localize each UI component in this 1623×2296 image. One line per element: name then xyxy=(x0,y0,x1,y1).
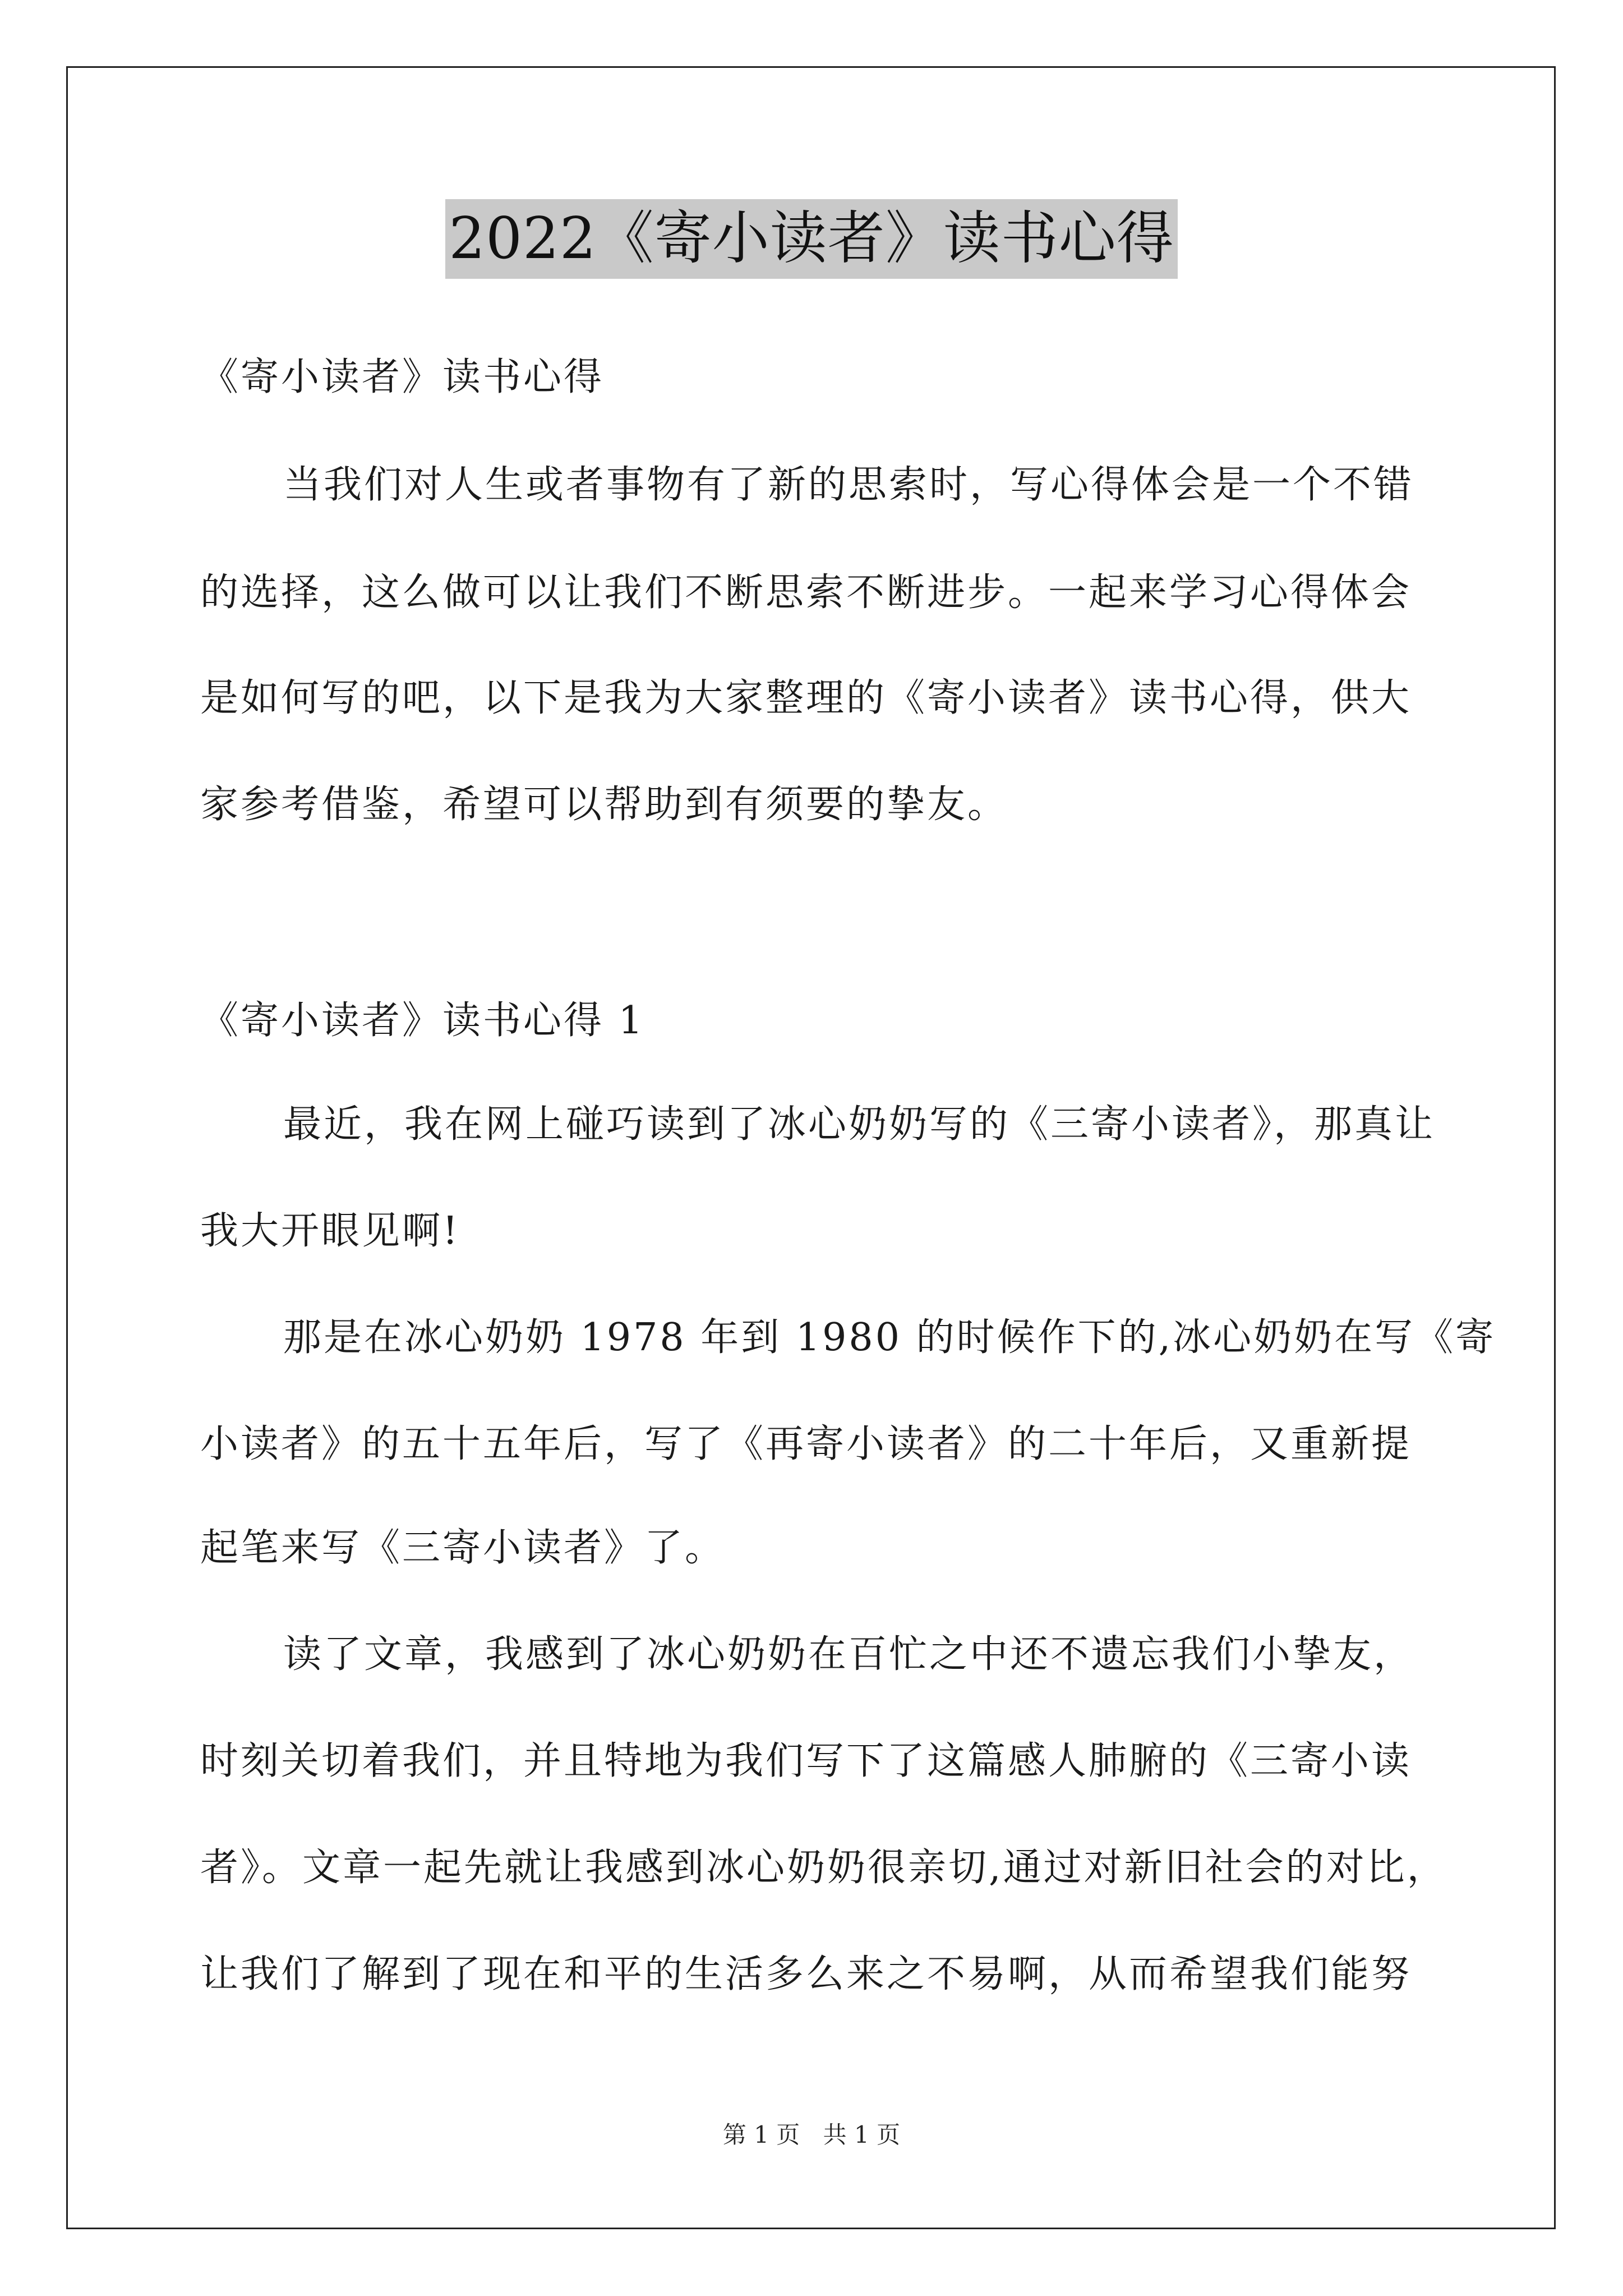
paragraph-line: 那是在冰心奶奶 1978 年到 1980 的时候作下的,冰心奶奶在写《寄 xyxy=(283,1315,1496,1360)
intro-line: 当我们对人生或者事物有了新的思索时，写心得体会是一个不错 xyxy=(283,463,1414,507)
paragraph-line: 时刻关切着我们，并且特地为我们写下了这篇感人肺腑的《三寄小读 xyxy=(200,1739,1412,1783)
paragraph-line: 让我们了解到了现在和平的生活多么来之不易啊，从而希望我们能努 xyxy=(200,1952,1412,1996)
paragraph-line: 起笔来写《三寄小读者》了。 xyxy=(200,1526,726,1570)
paragraph-line: 者》。文章一起先就让我感到冰心奶奶很亲切,通过对新旧社会的对比， xyxy=(200,1846,1447,1890)
section-heading: 《寄小读者》读书心得 1 xyxy=(200,999,645,1043)
page-number-total: 共 1 页 xyxy=(823,2121,901,2148)
title-container xyxy=(0,199,1623,279)
paragraph-line: 读了文章，我感到了冰心奶奶在百忙之中还不遗忘我们小挚友， xyxy=(283,1632,1414,1677)
document-title: 2022《寄小读者》读书心得 xyxy=(445,199,1178,279)
paragraph-line: 小读者》的五十五年后，写了《再寄小读者》的二十年后，又重新提 xyxy=(200,1422,1412,1466)
intro-line: 的选择，这么做可以让我们不断思索不断进步。一起来学习心得体会 xyxy=(200,570,1412,615)
document-subtitle: 《寄小读者》读书心得 xyxy=(200,355,605,399)
intro-line: 家参考借鉴，希望可以帮助到有须要的挚友。 xyxy=(200,783,1008,827)
paragraph-line: 我大开眼见啊! xyxy=(200,1209,460,1253)
intro-line: 是如何写的吧，以下是我为大家整理的《寄小读者》读书心得，供大 xyxy=(200,676,1412,720)
page-number-current: 第 1 页 xyxy=(722,2121,800,2148)
page-footer xyxy=(0,2116,1623,2150)
paragraph-line: 最近，我在网上碰巧读到了冰心奶奶写的《三寄小读者》，那真让 xyxy=(283,1102,1436,1147)
